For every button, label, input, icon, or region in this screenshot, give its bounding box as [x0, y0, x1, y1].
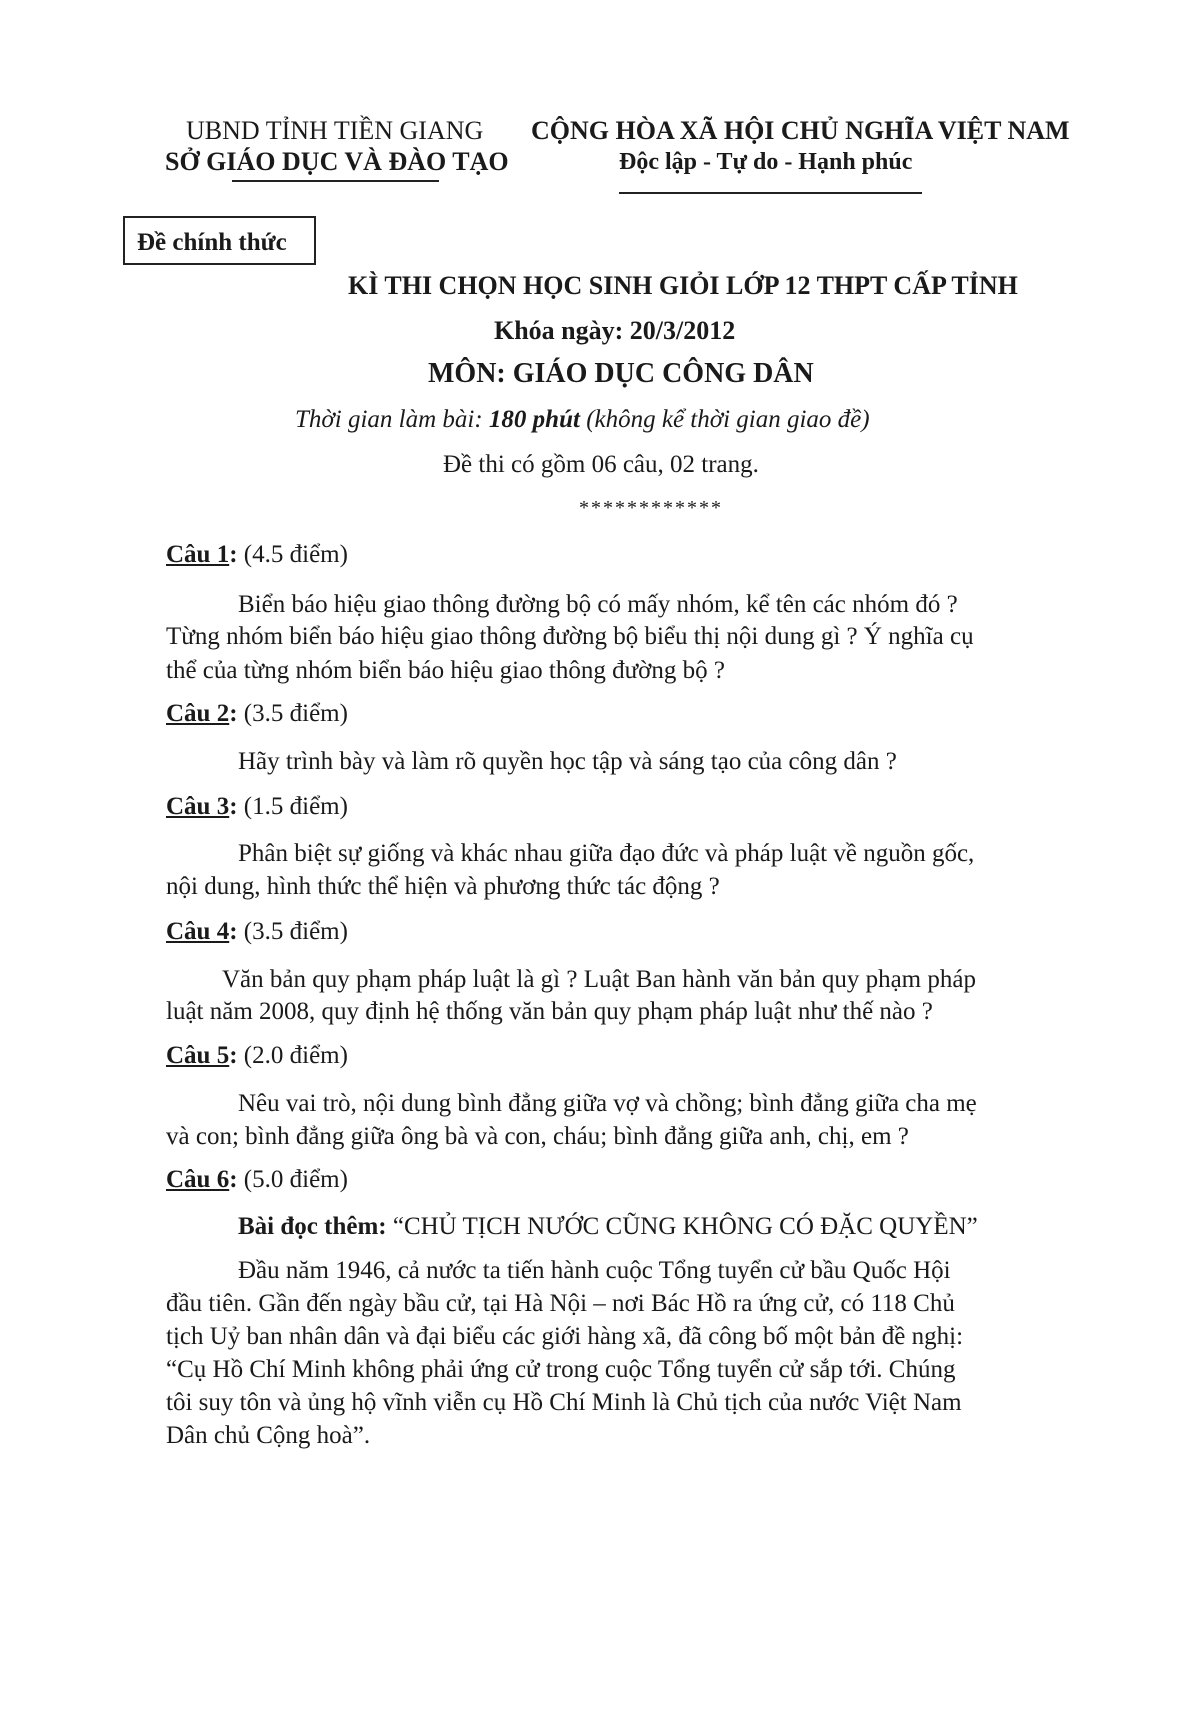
- exam-date: Khóa ngày: 20/3/2012: [494, 316, 736, 345]
- separator-stars: ************: [579, 497, 723, 519]
- reading-title: Bài đọc thêm: “CHỦ TỊCH NƯỚC CŨNG KHÔNG CÓ ĐẶC QUYỀN”: [238, 1213, 978, 1240]
- question-2-heading: Câu 2: (3.5 điểm): [166, 700, 348, 727]
- question-5-line: Nêu vai trò, nội dung bình đẳng giữa vợ và chồng; bình đẳng giữa cha mẹ: [238, 1090, 977, 1117]
- left-header-rule: [232, 180, 439, 182]
- exam-time: Thời gian làm bài: 180 phút (không kể thời gian giao đề): [295, 406, 870, 433]
- question-4-line: Văn bản quy phạm pháp luật là gì ? Luật Ban hành văn bản quy phạm pháp: [222, 966, 976, 993]
- nation-name: CỘNG HÒA XÃ HỘI CHỦ NGHĨA VIỆT NAM: [531, 116, 1070, 145]
- question-1-heading: Câu 1: (4.5 điểm): [166, 541, 348, 568]
- question-2-line: Hãy trình bày và làm rõ quyền học tập và sáng tạo của công dân ?: [238, 748, 897, 775]
- question-5-line: và con; bình đẳng giữa ông bà và con, cháu; bình đẳng giữa anh, chị, em ?: [166, 1123, 909, 1150]
- reading-line: “Cụ Hồ Chí Minh không phải ứng cử trong cuộc Tổng tuyển cử sắp tới. Chúng: [166, 1356, 956, 1383]
- reading-line: tôi suy tôn và ủng hộ vĩnh viễn cụ Hồ Chí Minh là Chủ tịch của nước Việt Nam: [166, 1389, 962, 1416]
- question-4-heading: Câu 4: (3.5 điểm): [166, 918, 348, 945]
- reading-line: tịch Uỷ ban nhân dân và đại biểu các giới hàng xã, đã công bố một bản đề nghị:: [166, 1323, 964, 1350]
- question-6-heading: Câu 6: (5.0 điểm): [166, 1166, 348, 1193]
- question-4-line: luật năm 2008, quy định hệ thống văn bản quy phạm pháp luật như thế nào ?: [166, 998, 933, 1025]
- reading-line: đầu tiên. Gần đến ngày bầu cử, tại Hà Nội – nơi Bác Hồ ra ứng cử, có 118 Chủ: [166, 1290, 955, 1317]
- right-header-rule: [619, 192, 922, 194]
- question-1-line: thể của từng nhóm biển báo hiệu giao thông đường bộ ?: [166, 657, 725, 684]
- pages-note: Đề thi có gồm 06 câu, 02 trang.: [443, 451, 759, 478]
- reading-line: Đầu năm 1946, cả nước ta tiến hành cuộc Tổng tuyển cử bầu Quốc Hội: [238, 1257, 951, 1284]
- question-3-heading: Câu 3: (1.5 điểm): [166, 793, 348, 820]
- agency-name: UBND TỈNH TIỀN GIANG: [186, 116, 484, 145]
- national-motto: Độc lập - Tự do - Hạnh phúc: [619, 149, 913, 175]
- question-5-heading: Câu 5: (2.0 điểm): [166, 1042, 348, 1069]
- department-name: SỞ GIÁO DỤC VÀ ĐÀO TẠO: [165, 147, 509, 176]
- official-exam-label: Đề chính thức: [123, 216, 316, 265]
- exam-subject: MÔN: GIÁO DỤC CÔNG DÂN: [428, 358, 814, 389]
- question-1-line: Từng nhóm biển báo hiệu giao thông đường bộ biểu thị nội dung gì ? Ý nghĩa cụ: [166, 623, 974, 650]
- question-3-line: Phân biệt sự giống và khác nhau giữa đạo đức và pháp luật về nguồn gốc,: [238, 840, 975, 867]
- question-3-line: nội dung, hình thức thể hiện và phương thức tác động ?: [166, 873, 720, 900]
- question-1-line: Biển báo hiệu giao thông đường bộ có mấy nhóm, kể tên các nhóm đó ?: [238, 591, 958, 618]
- exam-title: KÌ THI CHỌN HỌC SINH GIỎI LỚP 12 THPT CẤP TỈNH: [348, 271, 1018, 300]
- reading-line: Dân chủ Cộng hoà”.: [166, 1422, 371, 1449]
